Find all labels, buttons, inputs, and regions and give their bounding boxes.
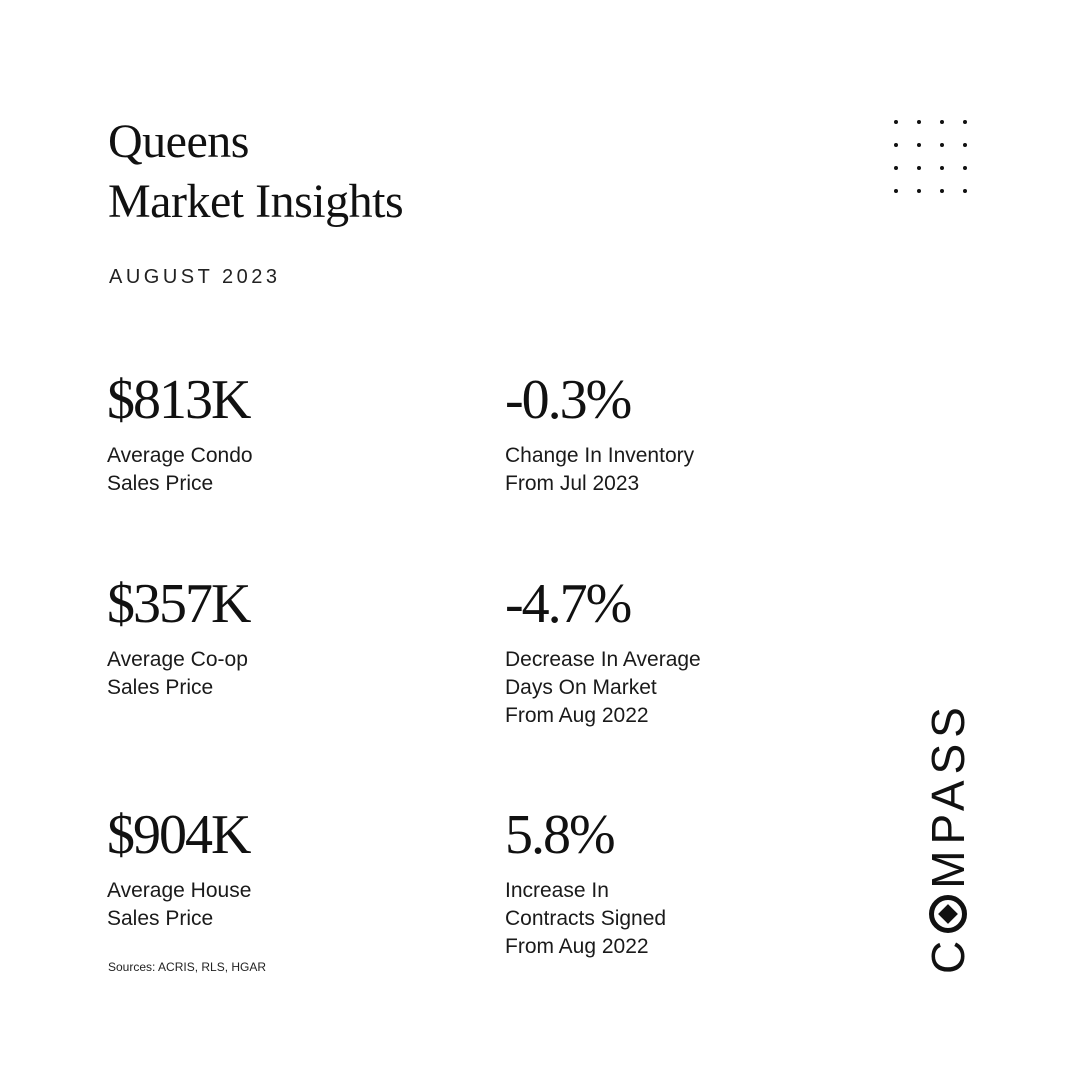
dot-grid-icon <box>884 110 976 202</box>
stat-label-line: Sales Price <box>107 907 214 930</box>
stat-label-line: Change In Inventory <box>505 444 695 467</box>
stat-label-line: Decrease In Average <box>505 648 701 671</box>
stat-label <box>107 442 253 498</box>
stat-label-line: Sales Price <box>107 676 214 699</box>
stat-value: $904K <box>107 804 250 866</box>
stat-inventory-change <box>505 370 694 498</box>
stat-value: 5.8% <box>505 804 614 866</box>
stat-label <box>107 877 251 933</box>
stat-label-line: Average House <box>107 879 252 902</box>
stat-label-line: Days On Market <box>505 676 657 699</box>
compass-logo <box>920 701 976 974</box>
stat-label-line: From Jul 2023 <box>505 472 640 495</box>
stat-label-line: From Aug 2022 <box>505 704 649 727</box>
stat-label-line: Average Co-op <box>107 648 248 671</box>
page-title <box>108 112 403 232</box>
stat-label-line: Sales Price <box>107 472 214 495</box>
stat-label <box>505 877 666 961</box>
stat-label <box>107 646 249 702</box>
stat-value: $357K <box>107 573 250 635</box>
stat-contracts-signed <box>505 805 666 961</box>
stat-value: $813K <box>107 369 250 431</box>
sources-note: Sources: ACRIS, RLS, HGAR <box>108 960 267 974</box>
stat-house-price <box>107 805 251 933</box>
stat-days-on-market <box>505 574 701 730</box>
title-line-1: Queens <box>108 115 249 168</box>
stat-label <box>505 442 694 498</box>
stat-label-line: Contracts Signed <box>505 907 667 930</box>
stat-condo-price <box>107 370 253 498</box>
stat-label-line: Average Condo <box>107 444 253 467</box>
logo-letter-c: C <box>922 934 974 974</box>
stat-value: -0.3% <box>505 369 631 431</box>
logo-letters-rest: MPASS <box>922 701 974 889</box>
title-line-2: Market Insights <box>108 175 404 228</box>
compass-o-icon <box>929 895 967 933</box>
stat-label-line: Increase In <box>505 879 609 902</box>
stat-label <box>505 646 701 730</box>
stat-label-line: From Aug 2022 <box>505 935 649 958</box>
report-date: AUGUST 2023 <box>109 266 281 288</box>
stat-coop-price <box>107 574 249 702</box>
stat-value: -4.7% <box>505 573 631 635</box>
